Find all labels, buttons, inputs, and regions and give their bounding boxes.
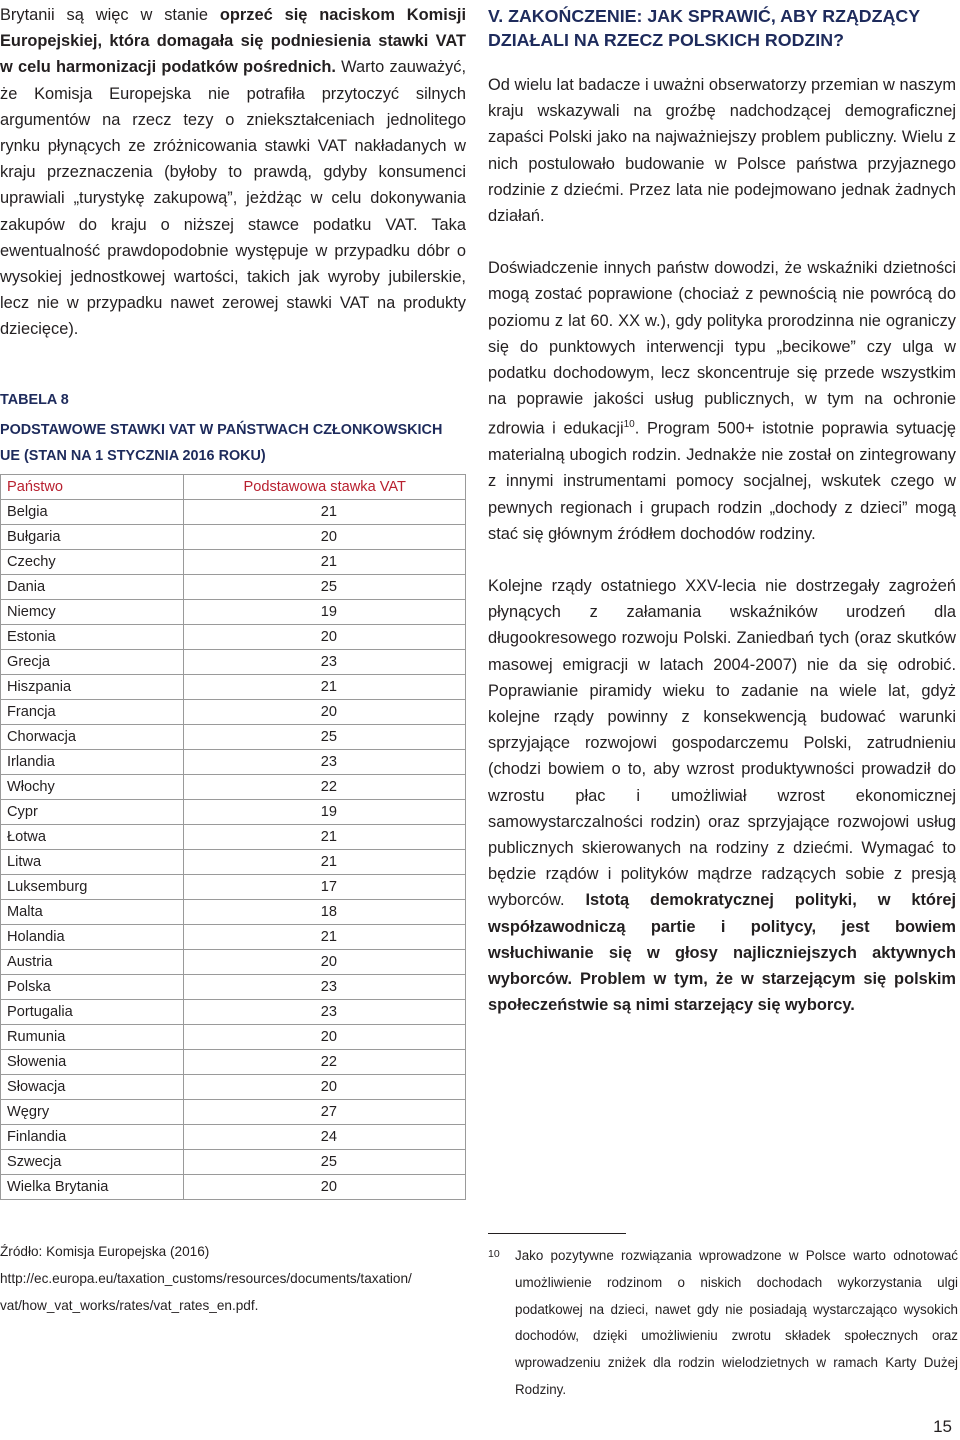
- country-cell: Portugalia: [1, 1000, 184, 1025]
- vat-rate-cell: 21: [184, 925, 466, 950]
- vat-rate-cell: 20: [184, 1025, 466, 1050]
- vat-rate-cell: 27: [184, 1100, 466, 1125]
- table-row: [1, 925, 466, 950]
- country-cell: Szwecja: [1, 1150, 184, 1175]
- column-header-vat-rate: Podstawowa stawka VAT: [184, 475, 466, 500]
- table-row: [1, 750, 466, 775]
- table-source: [0, 1238, 470, 1319]
- source-label: Źródło: Komisja Europejska (2016): [0, 1244, 210, 1259]
- table-row: [1, 975, 466, 1000]
- paragraph: [488, 573, 956, 1018]
- vat-rate-cell: 22: [184, 1050, 466, 1075]
- vat-rate-cell: 22: [184, 775, 466, 800]
- vat-rate-cell: 21: [184, 850, 466, 875]
- vat-rates-table: [0, 474, 466, 1200]
- table-row: [1, 875, 466, 900]
- vat-rate-cell: 25: [184, 725, 466, 750]
- country-cell: Włochy: [1, 775, 184, 800]
- country-cell: Austria: [1, 950, 184, 975]
- country-cell: Polska: [1, 975, 184, 1000]
- table-row: [1, 700, 466, 725]
- table-row: [1, 1025, 466, 1050]
- country-cell: Słowacja: [1, 1075, 184, 1100]
- vat-rate-cell: 21: [184, 825, 466, 850]
- country-cell: Hiszpania: [1, 675, 184, 700]
- vat-rate-cell: 25: [184, 1150, 466, 1175]
- country-cell: Grecja: [1, 650, 184, 675]
- country-cell: Bułgaria: [1, 525, 184, 550]
- table-row: [1, 575, 466, 600]
- footnote: [488, 1243, 958, 1404]
- country-cell: Litwa: [1, 850, 184, 875]
- table-row: [1, 1150, 466, 1175]
- vat-rate-cell: 20: [184, 1075, 466, 1100]
- table-row: [1, 950, 466, 975]
- paragraph-text: . Program 500+ istotnie poprawia sytuację materialną ubogich rodzin. Jednakże nie został on zintegrowany z innymi instrumentami pomocy socjalnej, wskutek czego w pewnych regionach i grupach rodzin „dochody z dzieci” mogą stać się głównym źródłem dochodów rodziny.: [488, 419, 956, 543]
- vat-rate-cell: 21: [184, 550, 466, 575]
- table-row: [1, 500, 466, 525]
- vat-rate-cell: 25: [184, 575, 466, 600]
- paragraph-bold-text: Istotą demokratycznej polityki, w której współzawodniczą partie i politycy, jest bowiem wsłuchiwanie się w głosy najliczniejszych aktywnych wyborców. Problem w tym, że w starzejącym się polskim społeczeństwie są nimi starzejący się wyborcy.: [488, 891, 956, 1015]
- right-column: [488, 2, 956, 1044]
- table-row: [1, 825, 466, 850]
- vat-rate-cell: 21: [184, 500, 466, 525]
- intro-paragraph: [0, 2, 466, 343]
- table-row: [1, 1075, 466, 1100]
- table-row: [1, 725, 466, 750]
- country-cell: Holandia: [1, 925, 184, 950]
- vat-rate-cell: 23: [184, 650, 466, 675]
- country-cell: Czechy: [1, 550, 184, 575]
- table-row: [1, 1175, 466, 1200]
- vat-rate-cell: 20: [184, 700, 466, 725]
- table-row: [1, 625, 466, 650]
- country-cell: Francja: [1, 700, 184, 725]
- country-cell: Łotwa: [1, 825, 184, 850]
- left-column: [0, 2, 466, 469]
- table-row: [1, 800, 466, 825]
- source-url-line: http://ec.europa.eu/taxation_customs/resources/documents/taxation/: [0, 1271, 412, 1286]
- footnote-number: 10: [488, 1248, 500, 1260]
- footnote-reference: 10: [623, 419, 635, 431]
- table-row: [1, 525, 466, 550]
- country-cell: Chorwacja: [1, 725, 184, 750]
- table-title: PODSTAWOWE STAWKI VAT W PAŃSTWACH CZŁONKOWSKICH UE (STAN NA 1 STYCZNIA 2016 ROKU): [0, 421, 443, 464]
- vat-rate-cell: 20: [184, 525, 466, 550]
- vat-rate-cell: 24: [184, 1125, 466, 1150]
- vat-rate-cell: 23: [184, 750, 466, 775]
- table-body: [1, 500, 466, 1200]
- vat-rate-cell: 23: [184, 975, 466, 1000]
- source-url-line: vat/how_vat_works/rates/vat_rates_en.pdf.: [0, 1298, 259, 1313]
- page-number: 15: [933, 1417, 952, 1436]
- paragraph: Od wielu lat badacze i uważni obserwatorzy przemian w naszym kraju wskazywali na groźbę nadchodzącej demograficznej zapaści Polski jako na najważniejszy problem publiczny. Wielu z nich postulowało budowanie w Polsce państwa przyjaznego rodzinie z dziećmi. Przez lata nie podejmowano jednak żadnych działań.: [488, 76, 956, 226]
- vat-rate-cell: 19: [184, 800, 466, 825]
- footnote-text: Jako pozytywne rozwiązania wprowadzone w Polsce warto odnotować umożliwienie rodzinom o niskich dochodach wykorzystania ulgi podatkowej na dzieci, nawet gdy nie posiadają wystarczająco wysokich dochodów, dzięki umożliwieniu zwrotu składek społecznych oraz wprowadzeniu zniżek dla rodzin wielodzietnych w ramach Karty Dużej Rodziny.: [515, 1248, 958, 1397]
- country-cell: Belgia: [1, 500, 184, 525]
- table-row: [1, 1100, 466, 1125]
- paragraph-text: Doświadczenie innych państw dowodzi, że wskaźniki dzietności mogą zostać poprawione (chociaż z pewnością nie powrócą do poziomu z lat 60. XX w.), gdy polityka prorodzinna nie ograniczy się do punktowych interwencji typu „becikowe” czy ulga w podatku dochodowym, lecz skoncentruje się przede wszystkim na poprawie jakości usług publicznych, w tym na ochronie zdrowia i edukacji: [488, 259, 956, 438]
- country-cell: Estonia: [1, 625, 184, 650]
- country-cell: Węgry: [1, 1100, 184, 1125]
- country-cell: Dania: [1, 575, 184, 600]
- table-label: TABELA 8: [0, 391, 69, 408]
- paragraph-text: Brytanii są więc w stanie: [0, 6, 220, 24]
- vat-rate-cell: 20: [184, 1175, 466, 1200]
- vat-rate-cell: 20: [184, 950, 466, 975]
- country-cell: Malta: [1, 900, 184, 925]
- table-row: [1, 850, 466, 875]
- vat-rate-cell: 19: [184, 600, 466, 625]
- paragraph-bold-text: oprzeć się naciskom Komisji Europejskiej, która domagała się podniesienia stawki VAT w celu harmonizacji podatków pośrednich.: [0, 6, 466, 77]
- vat-rate-cell: 21: [184, 675, 466, 700]
- table-row: [1, 900, 466, 925]
- country-cell: Wielka Brytania: [1, 1175, 184, 1200]
- table-row: [1, 1125, 466, 1150]
- table-header-row: [1, 475, 466, 500]
- table-row: [1, 675, 466, 700]
- vat-rate-cell: 23: [184, 1000, 466, 1025]
- paragraph-text: Warto zauważyć, że Komisja Europejska nie potrafiła przytoczyć silnych argumentów na rzecz tezy o zniekształceniach jednolitego rynku płynących ze zróżnicowania stawki VAT nakładanych w kraju przeznaczenia (byłoby to prawdą, gdyby konsumenci uprawiali „turystykę zakupową”, jeżdżąc w celu dokonywania zakupów do kraju o niższej stawce podatku VAT. Taka ewentualność prawdopodobnie występuje w przypadku dóbr o wysokiej jednostkowej wartości, takich jak wyroby jubilerskie, lecz nie w przypadku nawet zerowej stawki VAT na produkty dziecięce).: [0, 58, 466, 339]
- vat-rate-cell: 18: [184, 900, 466, 925]
- table-row: [1, 1000, 466, 1025]
- country-cell: Finlandia: [1, 1125, 184, 1150]
- table-row: [1, 775, 466, 800]
- section-heading: V. ZAKOŃCZENIE: JAK SPRAWIĆ, ABY RZĄDZĄCY DZIAŁALI NA RZECZ POLSKICH RODZIN?: [488, 6, 920, 50]
- country-cell: Cypr: [1, 800, 184, 825]
- vat-rate-cell: 20: [184, 625, 466, 650]
- table-row: [1, 1050, 466, 1075]
- country-cell: Słowenia: [1, 1050, 184, 1075]
- column-header-country: Państwo: [1, 475, 184, 500]
- table-row: [1, 600, 466, 625]
- paragraph-text: Kolejne rządy ostatniego XXV-lecia nie dostrzegały zagrożeń płynących z załamania wskaźników urodzeń dla długookresowego rozwoju Polski. Zaniedbań tych (oraz skutków masowej emigracji w latach 2004-2007) nie da się odrobić. Poprawianie piramidy wieku to zadanie na wiele lat, gdyż kolejne rządy powinny z konsekwencją budować warunki sprzyjające rozwojowi gospodarczemu Polski, zatrudnieniu (chodzi bowiem o to, aby wzrost produktywności prowadził do wzrostu płac i umożliwiał wzrost ekonomicznej samowystarczalności rodzin) oraz sprzyjające rozwojowi usług publicznych skierowanych na rodziny z dziećmi. Wymagać to będzie rządów i polityków mądrze radzących sobie z presją wyborców.: [488, 576, 956, 910]
- country-cell: Rumunia: [1, 1025, 184, 1050]
- country-cell: Luksemburg: [1, 875, 184, 900]
- country-cell: Niemcy: [1, 600, 184, 625]
- table-row: [1, 650, 466, 675]
- footnote-divider: [488, 1233, 626, 1234]
- country-cell: Irlandia: [1, 750, 184, 775]
- paragraph: [488, 255, 956, 547]
- vat-rate-cell: 17: [184, 875, 466, 900]
- table-row: [1, 550, 466, 575]
